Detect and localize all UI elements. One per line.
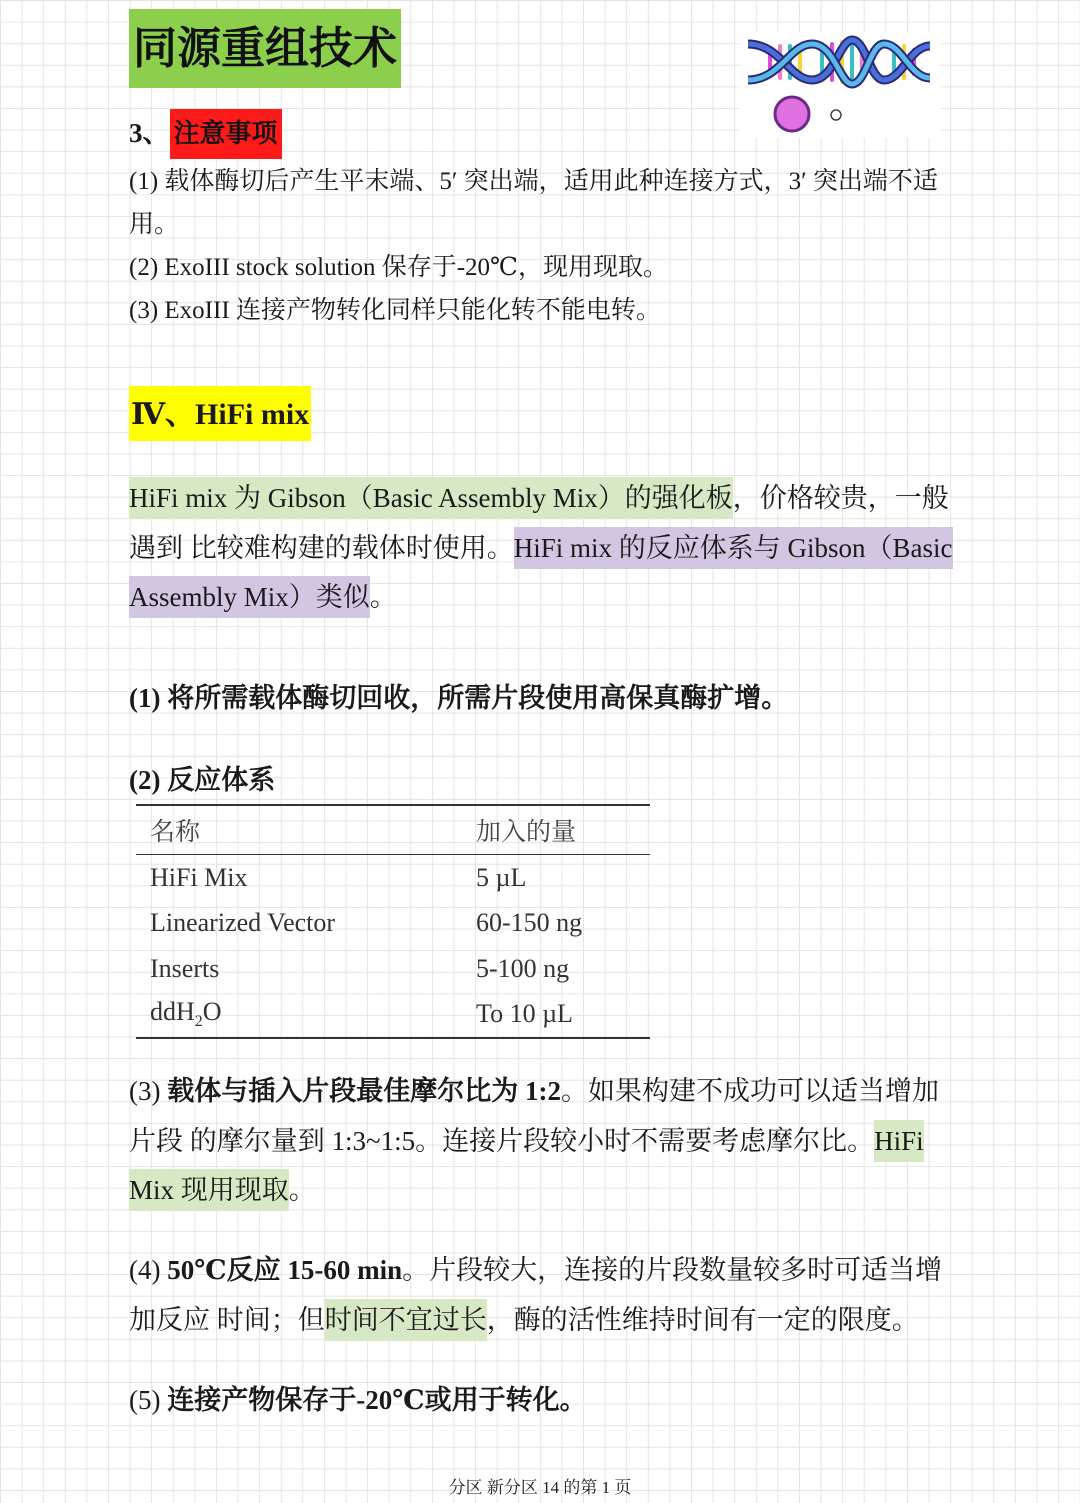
highlight-green: 时间不宜过长: [325, 1299, 487, 1341]
highlight-green: HiFi mix 为 Gibson（Basic Assembly Mix）的强化板: [129, 477, 733, 519]
section-number: 3、: [129, 118, 170, 148]
table-row: [136, 992, 650, 1039]
highlight-green: Mix 现用现取: [129, 1169, 289, 1211]
step-emphasis: 连接产物保存于-20℃或用于转化。: [167, 1385, 587, 1415]
step-4: [129, 1246, 1009, 1345]
note-line-1-cont: 用。: [129, 211, 180, 238]
page-title: 同源重组技术: [129, 9, 401, 88]
reagent-name: Linearized Vector: [150, 908, 336, 938]
subscript-2: 2: [194, 1013, 203, 1031]
step-emphasis: 载体与插入片段最佳摩尔比为 1:2: [167, 1076, 561, 1106]
step-prefix: (5): [129, 1385, 168, 1415]
step-text: 。: [288, 1175, 316, 1205]
reagent-amount: 60-150 ng: [476, 908, 583, 938]
step-text: 。片段较大，连接的片段数量较多时可适当增: [402, 1255, 943, 1285]
section-4-heading: Ⅳ、HiFi mix: [129, 386, 311, 441]
highlight-purple: HiFi mix 的反应体系与 Gibson（Basic: [514, 527, 953, 569]
reagent-name-suffix: O: [202, 997, 222, 1027]
table-row: [136, 855, 650, 901]
step-text: ，酶的活性维持时间有一定的限度。: [486, 1304, 919, 1335]
reaction-table: [136, 804, 650, 1039]
table-header-row: [136, 805, 650, 855]
intro-text: 遇到 比较难构建的载体时使用。: [129, 532, 514, 563]
step-text: 片段 的摩尔量到 1:3~1:5。连接片段较小时不需要考虑摩尔比。: [129, 1125, 875, 1156]
step-prefix: (4): [129, 1255, 168, 1285]
section-3-heading: [129, 108, 282, 158]
note-line-2: (2) ExoIII stock solution 保存于-20℃，现用现取。: [129, 254, 669, 281]
step-1: (1) 将所需载体酶切回收，所需片段使用高保真酶扩增。: [129, 683, 789, 713]
column-header-name: 名称: [136, 805, 475, 855]
reagent-amount: 5-100 ng: [476, 953, 570, 983]
hifi-intro-paragraph: [129, 474, 1019, 623]
reagent-name: Inserts: [150, 953, 220, 983]
step-emphasis: 50℃反应 15-60 min: [167, 1255, 403, 1285]
step-text: 加反应 时间；但: [129, 1304, 325, 1335]
step-3: [129, 1067, 1009, 1216]
column-header-amount: 加入的量: [475, 805, 650, 855]
table-row: [136, 901, 650, 947]
note-line-1: (1) 载体酶切后产生平末端、5′ 突出端，适用此种连接方式，3′ 突出端不适: [129, 168, 938, 195]
dna-helix-icon: [740, 32, 940, 138]
note-line-3: (3) ExoIII 连接产物转化同样只能化转不能电转。: [129, 297, 661, 324]
section-heading-highlight: 注意事项: [170, 109, 282, 159]
table-row: [136, 946, 650, 992]
reagent-name-prefix: ddH: [150, 997, 195, 1027]
reagent-name-water: [136, 992, 475, 1039]
step-5: [129, 1376, 1009, 1426]
reagent-amount: To 10 µL: [475, 992, 650, 1039]
step-2-heading: (2) 反应体系: [129, 765, 276, 795]
intro-text: ，价格较贵，一般: [732, 483, 949, 513]
step-prefix: (3): [129, 1076, 168, 1106]
reagent-name: HiFi Mix: [150, 862, 248, 892]
highlight-purple: Assembly Mix）类似: [129, 576, 370, 618]
reagent-amount: 5 µL: [476, 862, 527, 892]
highlight-green: HiFi: [874, 1120, 924, 1162]
intro-text: 。: [369, 582, 397, 612]
page-footer: 分区 新分区 14 的第 1 页: [448, 1478, 632, 1497]
dna-sticker: [740, 32, 940, 138]
step-text: 。如果构建不成功可以适当增加: [560, 1076, 939, 1106]
